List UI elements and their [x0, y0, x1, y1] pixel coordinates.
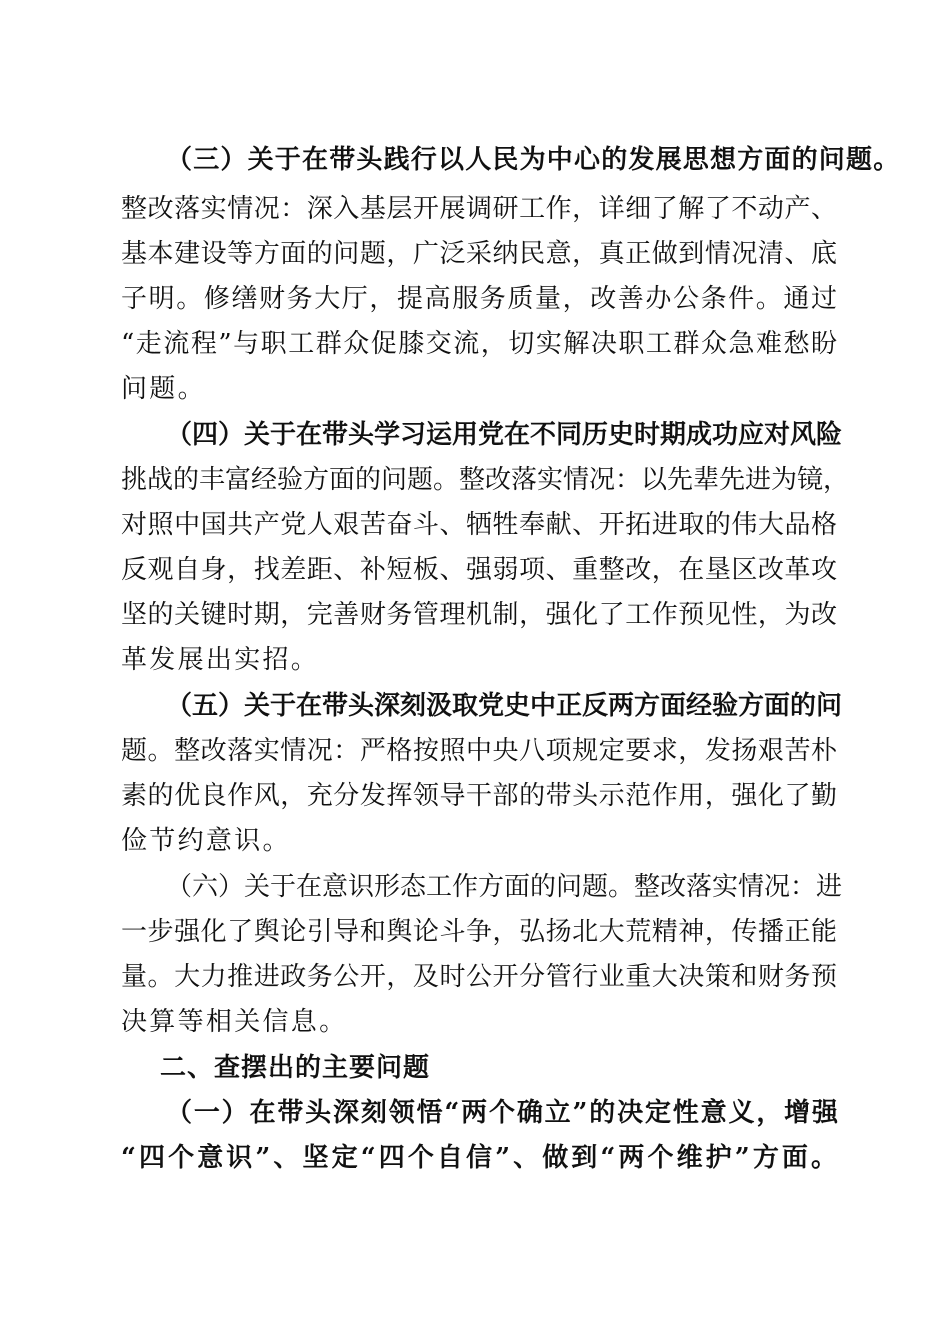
subsection-line: （一）在带头深刻领悟“两个确立”的决定性意义，增强	[166, 1098, 838, 1128]
paragraph-line: 反观自身，找差距、补短板、强弱项、重整改，在垦区改革攻	[121, 555, 837, 585]
paragraph-line: 决算等相关信息。	[121, 1007, 348, 1037]
paragraph-line: 俭节约意识。	[121, 826, 291, 856]
paragraph-line: （三）关于在带头践行以人民为中心的发展思想方面的问题。	[166, 145, 901, 175]
paragraph-line: 问题。	[121, 374, 206, 404]
paragraph-line: “走流程”与职工群众促膝交流，切实解决职工群众急难愁盼	[121, 329, 837, 359]
paragraph-line: 坚的关键时期，完善财务管理机制，强化了工作预见性，为改	[121, 600, 837, 630]
paragraph-line: 一步强化了舆论引导和舆论斗争，弘扬北大荒精神，传播正能	[121, 917, 837, 947]
paragraph-line: 整改落实情况：深入基层开展调研工作，详细了解了不动产、	[121, 194, 837, 224]
paragraph-line: 子明。修缮财务大厅，提高服务质量，改善办公条件。通过	[121, 284, 837, 314]
section-heading: 二、查摆出的主要问题	[160, 1053, 431, 1083]
paragraph-line: 挑战的丰富经验方面的问题。整改落实情况：以先辈先进为镜，	[121, 465, 850, 495]
paragraph-line: 量。大力推进政务公开，及时公开分管行业重大决策和财务预	[121, 962, 837, 992]
subsection-line: “四个意识”、坚定“四个自信”、做到“两个维护”方面。	[121, 1143, 837, 1173]
paragraph-line: 素的优良作风，充分发挥领导干部的带头示范作用，强化了勤	[121, 781, 837, 811]
paragraph-line: 基本建设等方面的问题，广泛采纳民意，真正做到情况清、底	[121, 239, 837, 269]
paragraph-line: （六）关于在意识形态工作方面的问题。整改落实情况：进	[166, 872, 843, 902]
paragraph-line: 题。整改落实情况：严格按照中央八项规定要求，发扬艰苦朴	[121, 736, 837, 766]
paragraph-line: （五）关于在带头深刻汲取党史中正反两方面经验方面的问	[166, 691, 843, 721]
paragraph-line: 对照中国共产党人艰苦奋斗、牺牲奉献、开拓进取的伟大品格	[121, 510, 837, 540]
paragraph-line: 革发展出实招。	[121, 645, 320, 675]
paragraph-line: （四）关于在带头学习运用党在不同历史时期成功应对风险	[166, 420, 843, 450]
